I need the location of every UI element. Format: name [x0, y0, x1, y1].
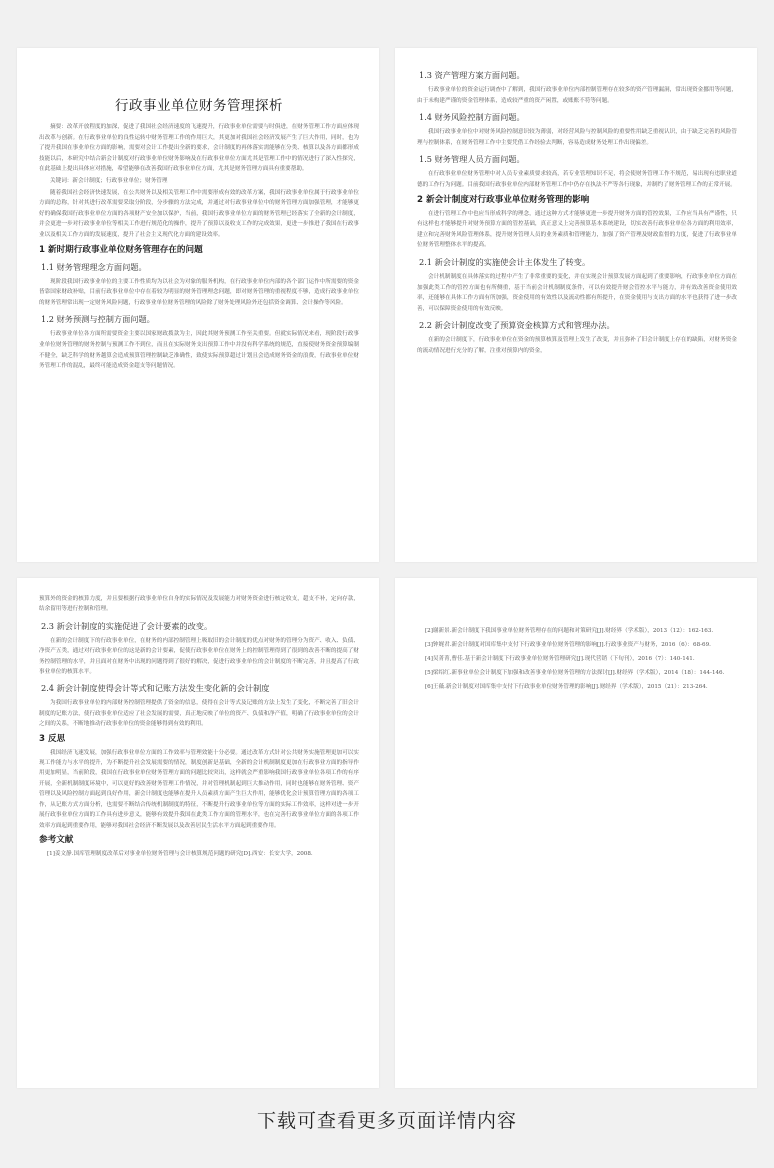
section-heading: 参考文献: [39, 834, 74, 845]
section-heading: 1 新时期行政事业单位财务管理存在的问题: [39, 244, 203, 255]
reference-item: [5]梁绍红.新事业单位会计制度下加强和改善事业单位财务管理的方法探讨[J].财经界（学术版），2014（18）：144-146.: [425, 670, 725, 676]
body-paragraph: 我国行政事业单位中对财务风险控制意识较为薄弱，对经营风险与控制风险的重要性用缺乏重视认识，由于缺乏完善的风险管理与控制体系，在财务管理工作中主要凭借工作经验去判断，容易造成财务处理工作出现偏差。: [417, 129, 737, 146]
subsection-heading: 1.5 财务管理人员方面问题。: [419, 154, 525, 165]
page-1-content: [39, 122, 359, 372]
body-paragraph: 现阶段我国行政事业单位的主要工作性质均为以社会为对象的服务机构，在行政事业单位内部的各个部门运作中所需要的资金皆靠国家财政补贴，目前行政事业单位中存在着较为明显的财务管理理念问题，即对财务管理的重视程度不够，造成行政事业单位的财务管理常出现一定财务风险问题，行政事业单位财务管理的风险除了财务处理风险外还包括资金调算、会计操作等风险。: [39, 278, 359, 306]
body-paragraph: 关键词：新会计制度；行政事业单位；财务管理: [50, 177, 168, 184]
body-paragraph: 为我国行政事业单位的内部财务控制管理提供了资金的信息，使得在会计等式及记账的方法上发生了变化，不断完善了旧会计制度的记账方法，使行政事业单位适应了社会发展的需要，真正地反映了单位的资产、负债和净产值，明确了行政事业单位的会计之间的关系，不断地推动行政事业单位的资金能够得到有效的利用。: [39, 700, 359, 728]
subsection-heading: 1.4 财务风险控制方面问题。: [419, 112, 525, 123]
subsection-heading: 2.4 新会计制度使得会计等式和记账方法发生变化新的会计制度: [41, 683, 270, 694]
reference-item: [6]王薇.新会计制度对国库集中支付下行政事业单位财务管理的影响[J].财经界（学术版），2015（21）：213-264.: [425, 684, 708, 690]
document-title: 行政事业单位财务管理探析: [115, 98, 283, 114]
page-3-content: [39, 594, 359, 859]
page-2-content: [417, 69, 737, 357]
reference-item: [4]吴菁菁,曹佳.基于新会计制度下行政事业单位财务管理研究[J].现代营销（下旬刊），2016（7）：140-141.: [425, 656, 695, 662]
body-paragraph: 会计机制制度在具体落实的过程中产生了非常重要的变化，并在实现会计预算发展方面起到了重要影响，行政事业单位方面在加强此类工作的管控方面也有所侧重，基于当前会计机制制度条件，可以有效提升财会管控水平与能力，并有效改善资金使用效率，还能够在具体工作方面有所加强，资金使用的有效性以及流动性都有所提升，在资金使用与支出方面的水平也获得了进一步改善，可以保障资金使用的有效反映。: [417, 273, 737, 312]
body-paragraph: 在进行管理工作中也应当形成科学的理念，通过这种方式才能够更进一步提升财务方面的管控效果，工作应当具有严谨性，只有这样也才能够提升对财务预算方面的管控基础，真正意义上完善预算基本系统建设，切实改善行政事业单位各方面的利用效率，建立和完善财务风险管理体系，提升财务管理人员的业务素质和管理能力，加强了资产管理及财政监督的力度，促进了行政事业单位财务管理整体水平的提高。: [417, 210, 737, 249]
reference-item: [2]谢新景.新会计制度下我国事业单位财务管理存在的问题和对策研究[J].财经界（学术版），2013（12）：162-163.: [425, 628, 714, 634]
body-paragraph: 在行政事业单位财务管理中对人员专业素质要求较高，若专业管理知识不足，将会使财务管理工作不规范，易出现有违职业道德的工作行为问题。目前我国行政事业单位内部财务管理工作中仍存在执法不严等各行现象，并制约了财务管理工作的正常开展。: [417, 171, 737, 188]
download-caption: 下载可查看更多页面详情内容: [256, 1110, 517, 1132]
reference-item: [3]钟娓君.新会计制度对国库集中支付下行政事业单位财务管理的影响[J].行政事业资产与财务，2016（6）：68-69.: [425, 642, 711, 648]
body-paragraph: 随着我国社会经济快速发展，在公共财务以及相关管理工作中需要形成有效的改革方案，我国行政事业单位属于行政事业单位方面的总称，针对其进行改革需要采取分阶段，分步骤的方法完成，并通过对行政事业单位中的财务管理方面加强管理，才能够更好的确保我国行政事业单位方面的各项财产安全加以保护，当前，我国行政事业单位方面的财务管理已经落实了全新的会计制度，并会更进一步对行政事业单位等相关工作进行规范化的操作，提升了预算以及收支工作的完成效果，更进一步推进了我国在行政事业以及相关工作方面的发展速度，提升了社会主义现代化方面的建设效率。: [39, 189, 359, 238]
document-page-1: [17, 48, 379, 562]
body-paragraph: 预算外的资金的核算力度，并且要根据行政事业单位自身的实际情况及发展能力对财务资金进行核定收支，超支不补，定向存款，结余留用等进行控制和管理。: [39, 596, 359, 613]
body-paragraph: 摘要：改革开放程度的加深，促进了我国社会经济速度的飞速提升，行政事业单位需要与时俱进，在财务管理工作方面应体现出改革与创新。在行政事业单位的良性运转中财务管理工作的作用巨大，其更加对我国社会经济发展产生了巨大作用，同时，也为了提升我国在事业单位方面的影响，需要对会计工作提出全新的要求，会计制度的再体落实需能够在分类、核算以及各方面都形成技能以后，本研究中结合新会计制度对行政事业单位财务影响及在行政事业单位方面尤其是管理工作中的情况进行了深入性探究，在此基础上提出具体应对措施，希望能够在改善我国行政事业单位方面，尤其是财务管理方面具有重要帮助。: [39, 124, 359, 173]
document-page-3: [17, 578, 379, 1088]
body-paragraph: 行政事业单位的资金运行调查中了解到，我国行政事业单位内部控制管理存在较多的资产管理漏洞，常出现资金挪用等问题，由于未构建严谨的资金管理体系，造成较严重的资产闲置，或账账不符等问题。: [417, 87, 737, 104]
subsection-heading: 2.2 新会计制度改变了预算资金核算方式和管理办法。: [419, 320, 615, 331]
subsection-heading: 2.3 新会计制度的实施促进了会计要素的改变。: [41, 620, 213, 631]
subsection-heading: 1.3 资产管理方案方面问题。: [419, 70, 525, 80]
document-page-2: [395, 48, 757, 562]
section-heading: 3 反思: [39, 733, 66, 744]
body-paragraph: 我国经济飞速发展，加强行政事业单位方面的工作效率与管理效能十分必要。通过改革方式针对公共财务实施管理更加可以实现工作能力与水平的提升，为不断提升社会发展需要的情况，制度创新是基础，全新的会计机制制度更加在行政事业方面的指导作用更加明显，当前阶段，我国在行政事业单位财务管理方面的问题比较突出，这样就会严重影响我国行政事业单位各项工作的有序开展，全新机制制度环境中，可以更好的改善财务管理工作情况，并对管理机制起到巨大推动作用，同时也能够在财务管理、资产管理以及风险控制方面起到良好作用，新会计制度也能够在提升人员素质方面产生巨大作用，能够优化会计预算管理方面的各项工作，从记账方式方面分析，也需要不断结合传统机制制度的特征，不断提升行政事业单位等方面的实际工作效率，这样对进一步开展行政事业单位方面的工作具有进步意义，能够有效提升我国在此类工作方面的管理水平，也在完善行政事业单位方面的各项工作效率方面起到重要作用，能够对我国社会经济不断发展以及改善居民生活水平方面起到重要作用。: [39, 749, 359, 829]
subsection-heading: 2.1 新会计制度的实施使会计主体发生了转变。: [419, 256, 591, 267]
reference-item: [1]姜文静.国库管理制度改革后对事业单位财务管理与会计核算规范问题的研究[D].西安：长安大学，2008.: [47, 850, 313, 857]
document-page-4: [395, 578, 757, 1088]
body-paragraph: 行政事业单位各方面所需要资金主要以国家财政拨款为主，因此其财务预测工作至关重要。但就实际情况来看，现阶段行政事业单位财务管理的财务控制与预测工作不到位，而且在实际财务支出预算工作中并没有科学系统的规范，直接使财务资金预算编制不健全，缺乏科学的财务越算会造成预算管理控制缺乏准确性，致使实际预算超过计划且会造成财务资金的浪费，行政事业单位财务管理工作的混乱，最终可能造成资金超支等问题情况。: [39, 331, 359, 370]
body-paragraph: 在新的会计制度下的行政事业单位，在财务的内部控制管理上吸取旧的会计制度的优点对财务的管理分为资产、收入、负债、净资产五类，通过对行政事业单位的这是新的会计要素，促使行政事业单位在财务上的控制管理得到了很到的改善不断的提高了财务控制管理的水平，并且面对在财务中出现的问题得到了很好的解决，促进行政事业单位的会计制度的不断完善，并且提高了行政事业单位的核算水平。: [39, 637, 359, 676]
subsection-heading: 1.1 财务管理理念方面问题。: [41, 261, 147, 272]
section-heading: 2 新会计制度对行政事业单位财务管理的影响: [417, 194, 590, 205]
subsection-heading: 1.2 财务预测与控制方面问题。: [41, 314, 155, 325]
body-paragraph: 在新的会计制度下，行政事业单位在资金的预算核算及管理上发生了改变，并且弥补了旧会计制度上存在的缺陷，对财务资金的流动情况进行充分的了解，注重对预算内的资金，: [417, 337, 737, 354]
references-list: [417, 626, 737, 693]
